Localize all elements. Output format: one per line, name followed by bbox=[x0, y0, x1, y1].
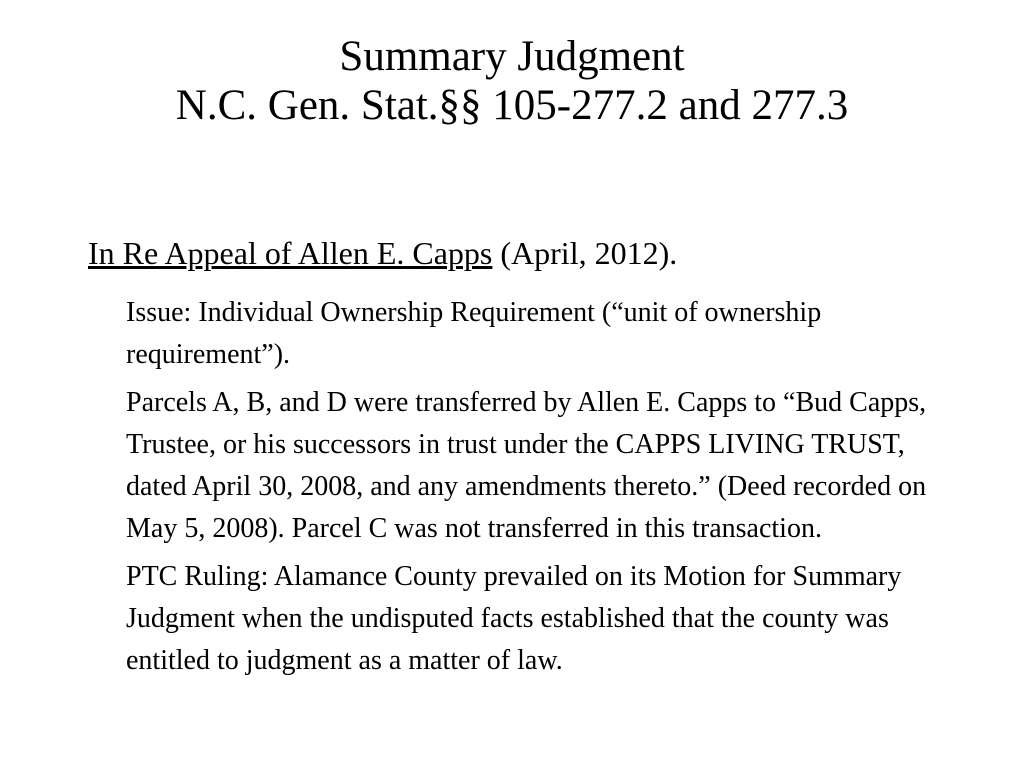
case-date: (April, 2012). bbox=[492, 235, 678, 271]
title-line-1: Summary Judgment bbox=[339, 33, 685, 80]
ruling-paragraph: PTC Ruling: Alamance County prevailed on its Motion for Summary Judgment when the undisputed facts established that the county was entitled to judgment as a matter of law. bbox=[126, 561, 902, 676]
parcels-paragraph: Parcels A, B, and D were transferred by Allen E. Capps to “Bud Capps, Trustee, or his successors in trust under the CAPPS LIVING TRUST, dated April 30, 2008, and any amendments thereto.” (Deed recorded on May 5, 2008). Parcel C was not transferred in this transaction. bbox=[126, 387, 927, 544]
case-name: In Re Appeal of Allen E. Capps bbox=[88, 235, 493, 271]
title-line-2: N.C. Gen. Stat.§§ 105-277.2 and 277.3 bbox=[175, 82, 849, 129]
case-heading bbox=[88, 232, 677, 274]
issue-paragraph: Issue: Individual Ownership Requirement (“unit of ownership requirement”). bbox=[126, 297, 822, 370]
slide-title bbox=[0, 32, 1024, 130]
slide-body bbox=[126, 292, 946, 688]
